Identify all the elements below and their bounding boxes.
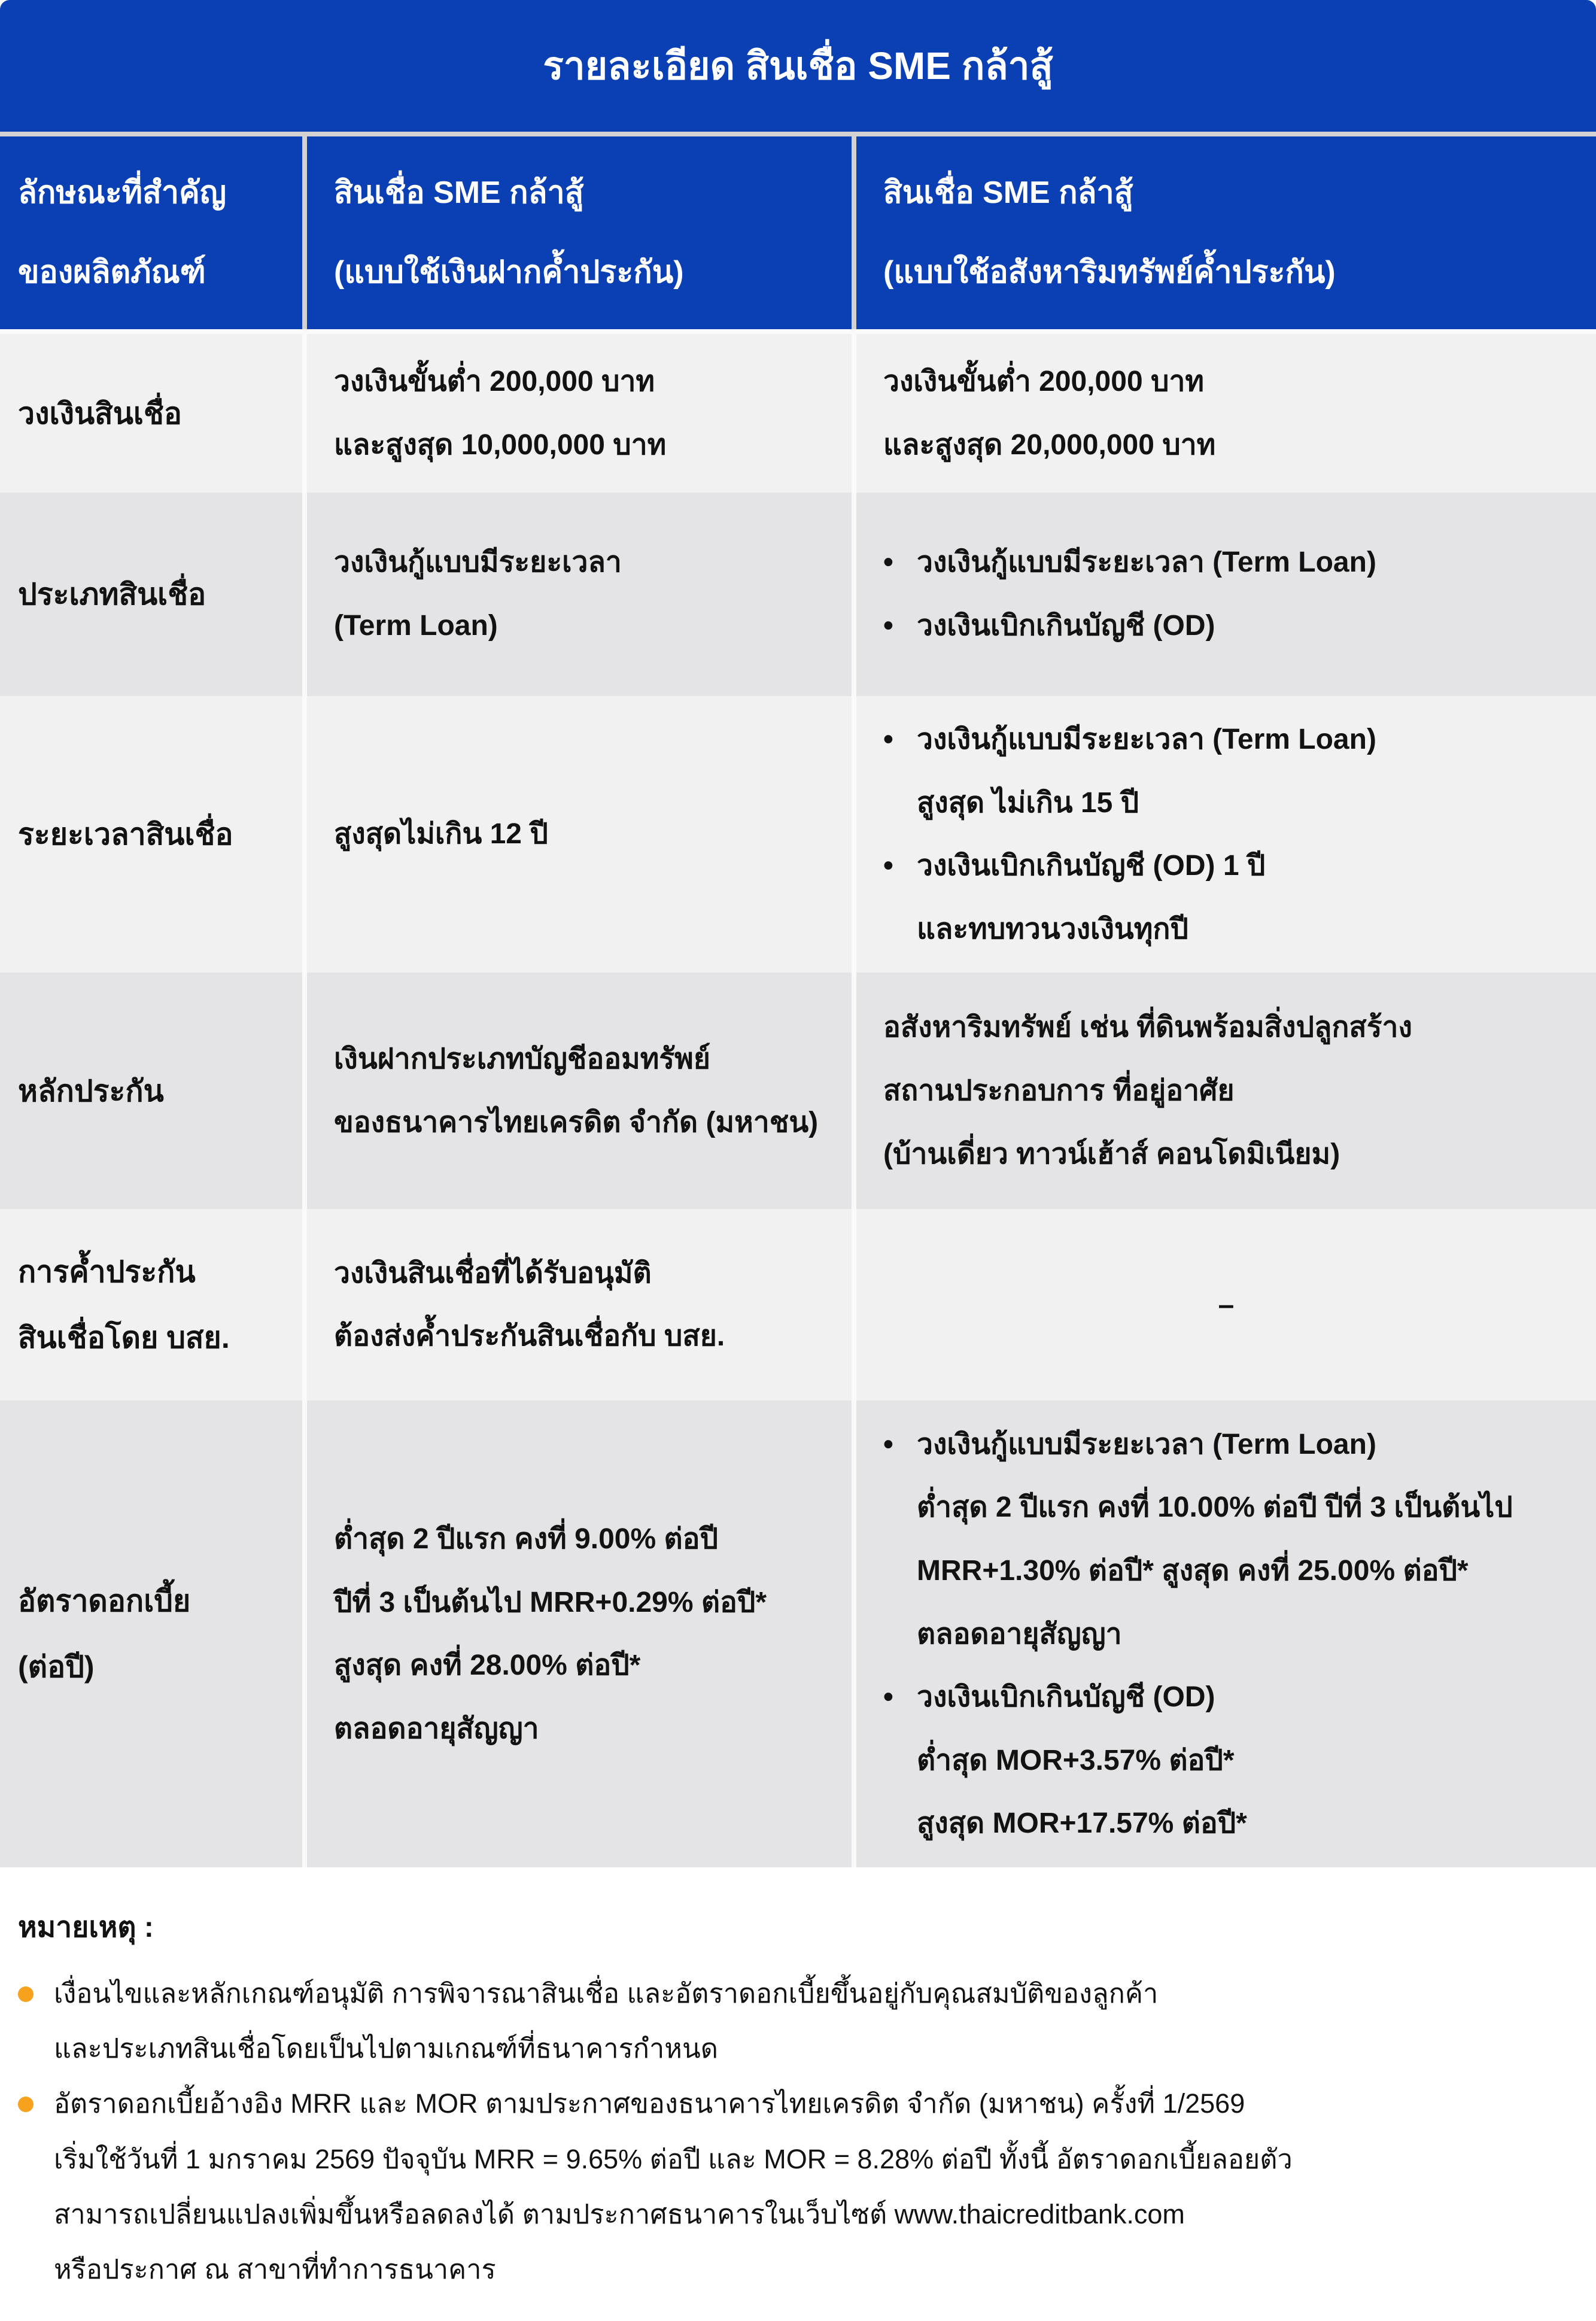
cell-line: และสูงสุด 10,000,000 บาท [334,429,667,461]
cell-line: ต่ำสุด MOR+3.57% ต่อปี* [917,1744,1235,1776]
cell-line: ของธนาคารไทยเครดิต จำกัด (มหาชน) [334,1106,819,1138]
row-label-line: วงเงินสินเชื่อ [18,396,182,430]
cell-line: ปีที่ 3 เป็นต้นไป MRR+0.29% ต่อปี* [334,1586,767,1618]
note-line: หรือประกาศ ณ สาขาที่ทำการธนาคาร [54,2254,496,2285]
row-label-line: อัตราดอกเบี้ย [18,1584,191,1618]
note-line: และประเภทสินเชื่อโดยเป็นไปตามเกณฑ์ที่ธนาคารกำหนด [54,2033,718,2064]
note-line: สามารถเปลี่ยนแปลงเพิ่มขึ้นหรือลดลงได้ ตามประกาศธนาคารในเว็บไซต์ www.thaicreditbank.com [54,2198,1185,2229]
cell-text: วงเงินกู้แบบมีระยะเวลา (Term Loan) [917,546,1376,579]
cell-property-secured [856,1209,1596,1401]
bullet-icon: • [883,850,893,882]
header-line: สินเชื่อ SME กล้าสู้ [334,175,584,211]
row-label-line: (ต่อปี) [18,1650,95,1684]
row-label-line: สินเชื่อโดย บสย. [18,1321,230,1355]
note-text [54,1966,1578,2077]
cell-line: เงินฝากประเภทบัญชีออมทรัพย์ [334,1043,710,1076]
cell-line: (บ้านเดี่ยว ทาวน์เฮ้าส์ คอนโดมิเนียม) [883,1138,1340,1170]
cell-line: สูงสุด ไม่เกิน 15 ปี [917,786,1139,819]
table-row [0,696,1596,973]
note-bullet-icon [18,2076,54,2112]
cell-text: วงเงินกู้แบบมีระยะเวลา (Term Loan) [917,724,1376,755]
header-line: ลักษณะที่สำคัญ [18,175,227,211]
notes-list [18,1966,1578,2298]
cell-line [883,531,1569,594]
cell-property-secured [856,973,1596,1209]
cell-line: ต่ำสุด 2 ปีแรก คงที่ 9.00% ต่อปี [334,1523,718,1556]
header-cell-property-secured [856,136,1596,329]
notes-section [0,1867,1596,2321]
cell-line: วงเงินขั้นต่ำ 200,000 บาท [883,365,1205,397]
bullet-icon: • [883,1428,893,1460]
title-bar [0,0,1596,132]
table-row [0,334,1596,493]
cell-line: ต้องส่งค้ำประกันสินเชื่อกับ บสย. [334,1320,725,1353]
note-line: เงื่อนไขและหลักเกณฑ์อนุมัติ การพิจารณาสินเชื่อ และอัตราดอกเบี้ยขึ้นอยู่กับคุณสมบัติของลูกค้า [54,1977,1159,2009]
cell-line [883,594,1569,658]
notes-heading: หมายเหตุ : [18,1912,154,1944]
bullet-icon: • [883,724,893,755]
cell-deposit-secured [307,334,852,493]
table-row [0,973,1596,1209]
cell-line: สูงสุดไม่เกิน 12 ปี [334,818,548,850]
page-title: รายละเอียด สินเชื่อ SME กล้าสู้ [543,44,1053,87]
cell-property-secured [856,696,1596,973]
cell-line [883,1413,1569,1477]
cell-line: อสังหาริมทรัพย์ เช่น ที่ดินพร้อมสิ่งปลูกสร้าง [883,1011,1412,1044]
cell-text: วงเงินเบิกเกินบัญชี (OD) [917,610,1215,642]
cell-line: สูงสุด MOR+17.57% ต่อปี* [917,1807,1247,1840]
header-line: ของผลิตภัณฑ์ [18,255,206,290]
cell-line: – [1218,1289,1235,1321]
cell-text: วงเงินเบิกเกินบัญชี (OD) 1 ปี [917,850,1266,882]
cell-line [883,708,1569,771]
row-label-line: ระยะเวลาสินเชื่อ [18,818,233,852]
table-body [0,329,1596,1867]
note-item [18,1966,1578,2077]
cell-deposit-secured [307,973,852,1209]
header-line: (แบบใช้เงินฝากค้ำประกัน) [334,255,684,290]
row-label-cell [0,973,302,1209]
cell-line: MRR+1.30% ต่อปี* สูงสุด คงที่ 25.00% ต่อปี* [917,1554,1469,1587]
table-row [0,1401,1596,1867]
cell-line: สถานประกอบการ ที่อยู่อาศัย [883,1075,1235,1107]
cell-line: วงเงินสินเชื่อที่ได้รับอนุมัติ [334,1257,652,1289]
table-header-row [0,132,1596,329]
header-line: สินเชื่อ SME กล้าสู้ [883,175,1133,211]
cell-line: และสูงสุด 20,000,000 บาท [883,429,1216,461]
row-label-line: ประเภทสินเชื่อ [18,578,206,611]
row-label-cell [0,1209,302,1401]
cell-line: สูงสุด คงที่ 28.00% ต่อปี* [334,1649,641,1682]
cell-line: (Term Loan) [334,610,498,642]
cell-text: วงเงินเบิกเกินบัญชี (OD) [917,1681,1215,1714]
cell-line: ตลอดอายุสัญญา [334,1712,539,1745]
cell-line: ต่ำสุด 2 ปีแรก คงที่ 10.00% ต่อปี ปีที่ 3 เป็นต้นไป [917,1491,1513,1524]
cell-line: ตลอดอายุสัญญา [917,1618,1122,1650]
cell-deposit-secured [307,696,852,973]
cell-line: วงเงินขั้นต่ำ 200,000 บาท [334,365,655,397]
row-label-cell [0,1401,302,1867]
table-row [0,1209,1596,1401]
bullet-icon: • [883,546,893,579]
bullet-icon: • [883,1681,893,1714]
cell-property-secured [856,493,1596,696]
row-label-cell [0,493,302,696]
header-cell-deposit-secured [307,136,852,329]
cell-deposit-secured [307,493,852,696]
cell-property-secured [856,1401,1596,1867]
note-item [18,2076,1578,2297]
note-text [54,2076,1578,2297]
cell-deposit-secured [307,1209,852,1401]
row-label-cell [0,696,302,973]
cell-line: วงเงินกู้แบบมีระยะเวลา [334,546,622,579]
note-bullet-icon [18,1966,54,2002]
cell-line [883,1666,1569,1729]
note-line: เริ่มใช้วันที่ 1 มกราคม 2569 ปัจจุบัน MRR = 9.65% ต่อปี และ MOR = 8.28% ต่อปี ทั้งนี้ อัตราดอกเบี้ยลอยตัว [54,2143,1293,2174]
cell-text: วงเงินกู้แบบมีระยะเวลา (Term Loan) [917,1428,1376,1460]
bullet-icon: • [883,610,893,642]
cell-deposit-secured [307,1401,852,1867]
cell-line: และทบทวนวงเงินทุกปี [917,913,1188,945]
cell-property-secured [856,334,1596,493]
row-label-line: หลักประกัน [18,1074,164,1108]
row-label-cell [0,334,302,493]
header-line: (แบบใช้อสังหาริมทรัพย์ค้ำประกัน) [883,255,1336,290]
table-row [0,493,1596,696]
row-label-line: การค้ำประกัน [18,1255,196,1289]
header-cell-features [0,136,302,329]
cell-line [883,834,1569,898]
note-line: อัตราดอกเบี้ยอ้างอิง MRR และ MOR ตามประกาศของธนาคารไทยเครดิต จำกัด (มหาชน) ครั้งที่ 1/2569 [54,2088,1245,2119]
